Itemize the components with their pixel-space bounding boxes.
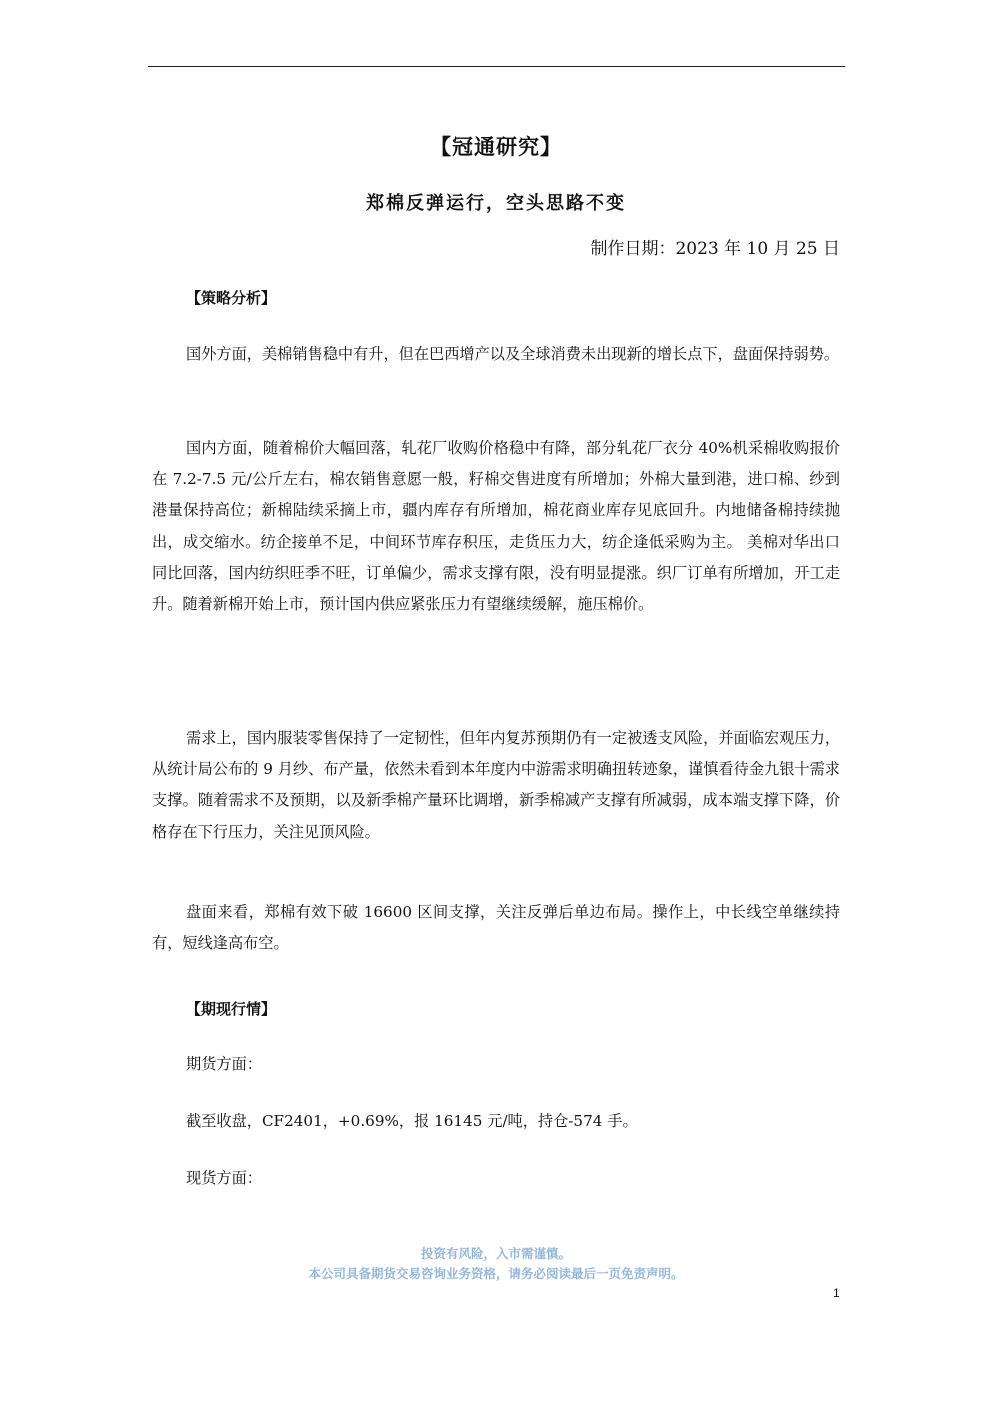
strategy-heading: 【策略分析】 — [186, 289, 277, 307]
futures-quote: 截至收盘，CF2401，+0.69%，报 16145 元/吨，持仓-574 手。 — [186, 1112, 638, 1130]
header-rule — [148, 66, 845, 67]
risk-warning: 投资有风险，入市需谨慎。 — [420, 1246, 571, 1261]
spot-label: 现货方面： — [186, 1169, 262, 1187]
futures-label: 期货方面： — [186, 1055, 262, 1073]
report-date: 制作日期：2023 年 10 月 25 日 — [590, 239, 840, 259]
strategy-paragraph-domestic: 国内方面，随着棉价大幅回落，轧花厂收购价格稳中有降，部分轧花厂衣分 40%机采棉收购报价在 7.2-7.5 元/公斤左右，棉农销售意愿一般，籽棉交售进度有所增加；外棉大量到港，进口棉、纱到港量保持高位；新棉陆续采摘上市，疆内库存有所增加，棉花商业库存见底回升。内地储备棉持续抛出，成交缩水。纺企接单不足，中间环节库存积压，走货压力大，纺企逢低采购为主。 美棉对华出口同比回落，国内纺织旺季不旺，订单偏少，需求支撑有限，没有明显提涨。织厂订单有所增加，开工走升。随着新棉开始上市，预计国内供应紧张压力有望继续缓解，施压棉价。 — [152, 439, 840, 614]
market-heading: 【期现行情】 — [186, 1000, 277, 1018]
strategy-paragraph-overseas: 国外方面，美棉销售稳中有升，但在巴西增产以及全球消费未出现新的增长点下，盘面保持弱势。 — [186, 345, 840, 363]
brand-title: 【冠通研究】 — [430, 135, 562, 159]
disclaimer-note: 本公司具备期货交易咨询业务资格，请务必阅读最后一页免责声明。 — [308, 1266, 684, 1281]
strategy-paragraph-outlook: 盘面来看，郑棉有效下破 16600 区间支撑，关注反弹后单边布局。操作上，中长线空单继续持有，短线逢高布空。 — [152, 903, 840, 953]
strategy-paragraph-demand: 需求上，国内服装零售保持了一定韧性，但年内复苏预期仍有一定被透支风险，并面临宏观压力，从统计局公布的 9 月纱、布产量，依然未看到本年度内中游需求明确扭转迹象，谨慎看待金九银十需求支撑。随着需求不及预期，以及新季棉产量环比调增，新季棉减产支撑有所减弱，成本端支撑下降，价格存在下行压力，关注见顶风险。 — [152, 729, 840, 841]
page-number: 1 — [833, 1286, 840, 1300]
report-title: 郑棉反弹运行，空头思路不变 — [366, 193, 626, 214]
